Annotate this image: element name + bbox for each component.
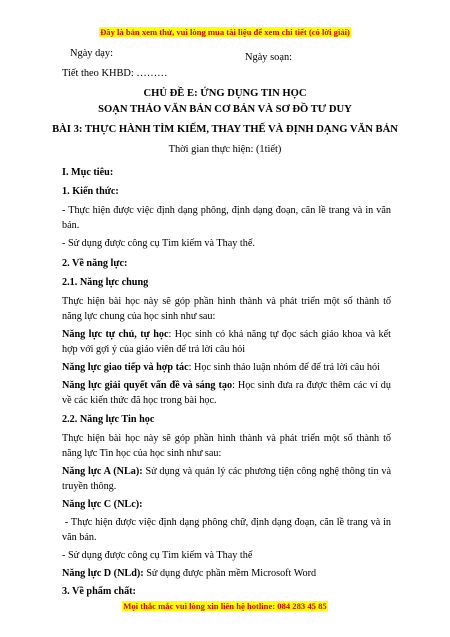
preview-banner-text: Đây là bản xem thử, vui lòng mua tài liệu để xem chi tiết (có lời giải) <box>100 27 350 37</box>
nang-luc-d-label: Năng lực D (NLd): <box>62 568 144 579</box>
nang-luc-giao-tiep-text: : Học sinh thảo luận nhóm để để trả lời câu hỏi <box>188 362 380 373</box>
nang-luc-tu-chu <box>62 327 391 357</box>
duration-text: Thời gian thực hiện: (1tiết) <box>168 144 282 155</box>
section-nang-luc-chung: 2.1. Năng lực chung <box>62 277 149 288</box>
ngay-day-label: Ngày dạy: <box>70 48 113 59</box>
nang-luc-tu-chu-label: Năng lực tự chủ, tự học <box>62 329 169 340</box>
nang-luc-gqvd-text: : Học sinh đưa ra được thêm các ví dụ về các kiến thức đã học trong bài học. <box>62 380 391 406</box>
section-muc-tieu: I. Mục tiêu: <box>62 167 114 178</box>
nang-luc-c-label: Năng lực C (NLc): <box>62 499 143 510</box>
nang-luc-tin-hoc-intro: Thực hiện bài học này sẽ góp phần hình thành và phát triển một số thành tố năng lực Tin học của học sinh như sau: <box>62 433 391 459</box>
nang-luc-d-text: Sử dụng được phần mềm Microsoft Word <box>143 568 317 579</box>
nang-luc-giao-tiep-label: Năng lực giao tiếp và hợp tác <box>62 362 189 373</box>
nang-luc-a-text: Sử dụng và quản lý các phương tiện công nghệ thông tin và truyền thông. <box>62 466 391 492</box>
section-kien-thuc: 1. Kiến thức: <box>62 186 119 197</box>
lesson-title: BÀI 3: THỰC HÀNH TÌM KIẾM, THAY THẾ VÀ ĐỊNH DẠNG VĂN BẢN <box>52 124 398 135</box>
nang-luc-chung-intro: Thực hiện bài học này sẽ góp phần hình thành và phát triển một số thành tố năng lực chung của học sinh như sau: <box>62 296 391 322</box>
section-nang-luc-tin-hoc: 2.2. Năng lực Tin học <box>62 414 155 425</box>
preview-banner <box>0 27 450 37</box>
section-pham-chat: 3. Về phẩm chất: <box>62 586 136 597</box>
hotline-banner <box>0 601 450 611</box>
nang-luc-gqvd-label: Năng lực giải quyết vấn đề và sáng tạo <box>62 380 233 391</box>
subject-title: SOẠN THẢO VĂN BẢN CƠ BẢN VÀ SƠ ĐỒ TƯ DUY <box>98 104 352 115</box>
topic-title: CHỦ ĐỀ E: ỨNG DỤNG TIN HỌC <box>143 88 307 99</box>
hotline-banner-text: Mọi thắc mắc vui lòng xin liên hệ hotline: 084 283 45 85 <box>123 601 327 611</box>
kien-thuc-p1: - Thực hiện được việc định dạng phông, định dạng đoạn, căn lề trang và in văn bản. <box>62 205 391 231</box>
nang-luc-c-p2: - Sử dụng được công cụ Tìm kiếm và Thay thế <box>62 550 253 561</box>
nang-luc-d <box>62 566 391 581</box>
tiet-khbd-label: Tiết theo KHBD: ……… <box>62 68 168 79</box>
nang-luc-a-label: Năng lực A (NLa): <box>62 466 143 477</box>
section-nang-luc: 2. Về năng lực: <box>62 258 128 269</box>
nang-luc-tu-chu-text: : Học sinh có khả năng tự đọc sách giáo khoa và kết hợp với gợi ý của giáo viên để trả lời câu hỏi <box>62 329 392 355</box>
nang-luc-gqvd <box>62 378 391 408</box>
ngay-soan-label: Ngày soạn: <box>245 52 293 63</box>
nang-luc-a <box>62 464 391 494</box>
nang-luc-giao-tiep <box>62 360 391 375</box>
lesson-body <box>62 165 394 599</box>
kien-thuc-p2: - Sử dụng được công cụ Tìm kiếm và Thay thế. <box>62 238 255 249</box>
nang-luc-c-p1: - Thực hiện được việc định dạng phông chữ, định dạng đoạn, căn lề trang và in văn bản. <box>62 517 394 543</box>
